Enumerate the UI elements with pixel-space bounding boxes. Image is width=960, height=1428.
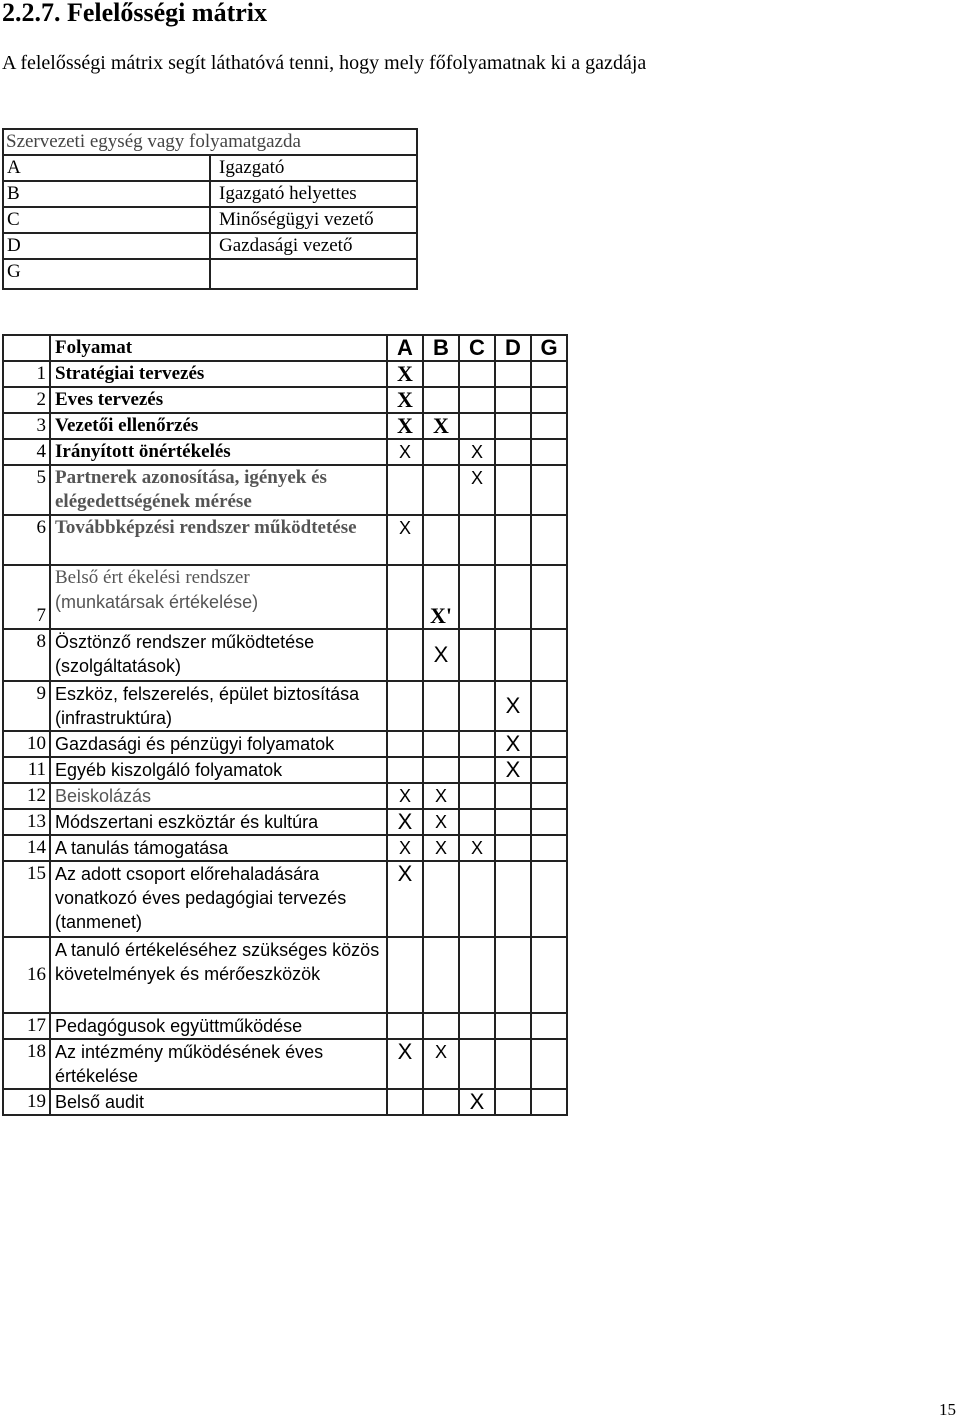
mark-d: [495, 783, 531, 809]
matrix-row: [3, 1013, 567, 1039]
mark-a: X: [387, 439, 423, 465]
mark-a: [387, 465, 423, 515]
row-number: 1: [3, 361, 50, 387]
matrix-row: [3, 361, 567, 387]
mark-a: [387, 731, 423, 757]
matrix-row: [3, 1039, 567, 1089]
matrix-row: [3, 681, 567, 731]
mark-c: [459, 809, 495, 835]
mark-g: [531, 1039, 567, 1089]
mark-g: [531, 757, 567, 783]
mark-c: [459, 757, 495, 783]
mark-d: [495, 835, 531, 861]
row-number: 9: [3, 681, 50, 731]
row-number: 11: [3, 757, 50, 783]
mark-d: [495, 809, 531, 835]
mark-b: [423, 681, 459, 731]
row-number: 4: [3, 439, 50, 465]
mark-a: X: [387, 361, 423, 387]
mark-b: [423, 937, 459, 1013]
row-number: 8: [3, 629, 50, 681]
process-name: Továbbképzési rendszer működtetése: [50, 515, 387, 565]
mark-a: X: [387, 861, 423, 937]
mark-c: X: [459, 439, 495, 465]
process-name: A tanuló értékeléséhez szükséges közös követelmények és mérőeszközök: [50, 937, 387, 1013]
mark-c: [459, 937, 495, 1013]
mark-d: [495, 565, 531, 629]
matrix-header-col-g: G: [531, 335, 567, 361]
row-number: 7: [3, 565, 50, 629]
process-name: Ösztönző rendszer működtetése (szolgáltatások): [50, 629, 387, 681]
row-number: 5: [3, 465, 50, 515]
row-number: 3: [3, 413, 50, 439]
matrix-row: [3, 835, 567, 861]
mark-g: [531, 413, 567, 439]
mark-b: X: [423, 629, 459, 681]
matrix-header-process: Folyamat: [50, 335, 387, 361]
mark-b: [423, 861, 459, 937]
row-number: 13: [3, 809, 50, 835]
mark-d: [495, 629, 531, 681]
mark-b: X: [423, 783, 459, 809]
mark-b: [423, 757, 459, 783]
mark-b: X: [423, 413, 459, 439]
row-number: 15: [3, 861, 50, 937]
matrix-row: [3, 1089, 567, 1115]
mark-g: [531, 515, 567, 565]
mark-c: [459, 861, 495, 937]
matrix-header-col-b: B: [423, 335, 459, 361]
process-name: Pedagógusok együttműködése: [50, 1013, 387, 1039]
row-number: 12: [3, 783, 50, 809]
mark-a: X: [387, 809, 423, 835]
mark-a: X: [387, 783, 423, 809]
mark-g: [531, 809, 567, 835]
units-row: [3, 155, 417, 181]
matrix-row: [3, 783, 567, 809]
mark-b: [423, 439, 459, 465]
mark-a: [387, 757, 423, 783]
process-name: Egyéb kiszolgáló folyamatok: [50, 757, 387, 783]
process-name: Partnerek azonosítása, igények és elégedettségének mérése: [50, 465, 387, 515]
process-name: Beiskolázás: [50, 783, 387, 809]
responsibility-matrix: [2, 334, 568, 1116]
mark-b: [423, 361, 459, 387]
matrix-row: [3, 515, 567, 565]
mark-a: [387, 629, 423, 681]
mark-d: X: [495, 681, 531, 731]
units-table-header: Szervezeti egység vagy folyamatgazda: [3, 129, 417, 155]
matrix-row: [3, 387, 567, 413]
mark-g: [531, 439, 567, 465]
matrix-header-col-a: A: [387, 335, 423, 361]
mark-c: X: [459, 835, 495, 861]
mark-a: [387, 565, 423, 629]
mark-c: X: [459, 1089, 495, 1115]
matrix-row: [3, 629, 567, 681]
process-name: A tanulás támogatása: [50, 835, 387, 861]
mark-a: X: [387, 835, 423, 861]
units-row: [3, 207, 417, 233]
unit-code: C: [3, 207, 210, 233]
mark-d: [495, 413, 531, 439]
mark-d: X: [495, 757, 531, 783]
mark-g: [531, 465, 567, 515]
mark-g: [531, 835, 567, 861]
page-number: 15: [939, 1400, 956, 1419]
matrix-row: [3, 439, 567, 465]
mark-c: [459, 783, 495, 809]
mark-c: [459, 731, 495, 757]
matrix-row: [3, 565, 567, 629]
mark-g: [531, 861, 567, 937]
matrix-row: [3, 809, 567, 835]
matrix-row: [3, 465, 567, 515]
mark-a: X: [387, 515, 423, 565]
mark-g: [531, 731, 567, 757]
process-name-line2: (munkatársak értékelése): [55, 592, 259, 612]
mark-c: [459, 565, 495, 629]
mark-d: [495, 515, 531, 565]
mark-a: [387, 1013, 423, 1039]
mark-c: [459, 361, 495, 387]
matrix-header-num: [3, 335, 50, 361]
process-name: Módszertani eszköztár és kultúra: [50, 809, 387, 835]
mark-d: [495, 1089, 531, 1115]
mark-a: [387, 681, 423, 731]
mark-b: X': [423, 565, 459, 629]
unit-name: Igazgató: [210, 155, 417, 181]
mark-d: [495, 361, 531, 387]
mark-d: [495, 465, 531, 515]
mark-c: [459, 629, 495, 681]
mark-b: X: [423, 809, 459, 835]
mark-b: [423, 731, 459, 757]
mark-d: [495, 439, 531, 465]
mark-b: X: [423, 1039, 459, 1089]
mark-c: [459, 387, 495, 413]
matrix-row: [3, 757, 567, 783]
mark-g: [531, 361, 567, 387]
mark-d: [495, 1013, 531, 1039]
units-row: [3, 259, 417, 289]
mark-g: [531, 629, 567, 681]
row-number: 18: [3, 1039, 50, 1089]
mark-g: [531, 937, 567, 1013]
mark-b: X: [423, 835, 459, 861]
mark-d: X: [495, 731, 531, 757]
mark-d: [495, 861, 531, 937]
mark-a: [387, 1089, 423, 1115]
matrix-row: [3, 413, 567, 439]
mark-a: [387, 937, 423, 1013]
mark-b: [423, 465, 459, 515]
matrix-header-col-d: D: [495, 335, 531, 361]
mark-c: [459, 681, 495, 731]
row-number: 14: [3, 835, 50, 861]
intro-text: A felelősségi mátrix segít láthatóvá tenni, hogy mely főfolyamatnak ki a gazdája: [2, 52, 647, 74]
units-row: [3, 233, 417, 259]
unit-name: Minőségügyi vezető: [210, 207, 417, 233]
unit-code: G: [3, 259, 210, 289]
process-name: Stratégiai tervezés: [50, 361, 387, 387]
row-number: 16: [3, 937, 50, 1013]
mark-d: [495, 1039, 531, 1089]
unit-name: Igazgató helyettes: [210, 181, 417, 207]
mark-g: [531, 681, 567, 731]
mark-c: [459, 413, 495, 439]
mark-d: [495, 937, 531, 1013]
process-name: Irányított önértékelés: [50, 439, 387, 465]
mark-g: [531, 783, 567, 809]
mark-b: [423, 515, 459, 565]
matrix-row: [3, 861, 567, 937]
row-number: 2: [3, 387, 50, 413]
process-name: Az intézmény működésének éves értékelése: [50, 1039, 387, 1089]
row-number: 6: [3, 515, 50, 565]
matrix-row: [3, 937, 567, 1013]
process-name: Eszköz, felszerelés, épület biztosítása (infrastruktúra): [50, 681, 387, 731]
mark-d: [495, 387, 531, 413]
row-number: 19: [3, 1089, 50, 1115]
mark-a: X: [387, 1039, 423, 1089]
mark-a: X: [387, 387, 423, 413]
mark-b: [423, 1089, 459, 1115]
matrix-header-row: [3, 335, 567, 361]
mark-g: [531, 1089, 567, 1115]
unit-code: B: [3, 181, 210, 207]
mark-b: [423, 387, 459, 413]
mark-c: [459, 515, 495, 565]
process-name: Gazdasági és pénzügyi folyamatok: [50, 731, 387, 757]
process-name-line1: Belső ért ékelési rendszer: [55, 567, 250, 588]
process-name: Az adott csoport előrehaladására vonatkozó éves pedagógiai tervezés (tanmenet): [50, 861, 387, 937]
unit-name: Gazdasági vezető: [210, 233, 417, 259]
unit-code: D: [3, 233, 210, 259]
matrix-row: [3, 731, 567, 757]
mark-g: [531, 1013, 567, 1039]
row-number: 17: [3, 1013, 50, 1039]
matrix-header-col-c: C: [459, 335, 495, 361]
units-row: [3, 181, 417, 207]
mark-g: [531, 565, 567, 629]
units-table: [2, 128, 418, 290]
process-name: Belső audit: [50, 1089, 387, 1115]
mark-c: [459, 1013, 495, 1039]
row-number: 10: [3, 731, 50, 757]
process-name: [50, 565, 387, 629]
mark-b: [423, 1013, 459, 1039]
unit-name: [210, 259, 417, 289]
mark-c: [459, 1039, 495, 1089]
mark-g: [531, 387, 567, 413]
mark-c: X: [459, 465, 495, 515]
process-name: Vezetői ellenőrzés: [50, 413, 387, 439]
process-name: Eves tervezés: [50, 387, 387, 413]
unit-code: A: [3, 155, 210, 181]
mark-a: X: [387, 413, 423, 439]
section-heading: 2.2.7. Felelősségi mátrix: [2, 0, 267, 27]
